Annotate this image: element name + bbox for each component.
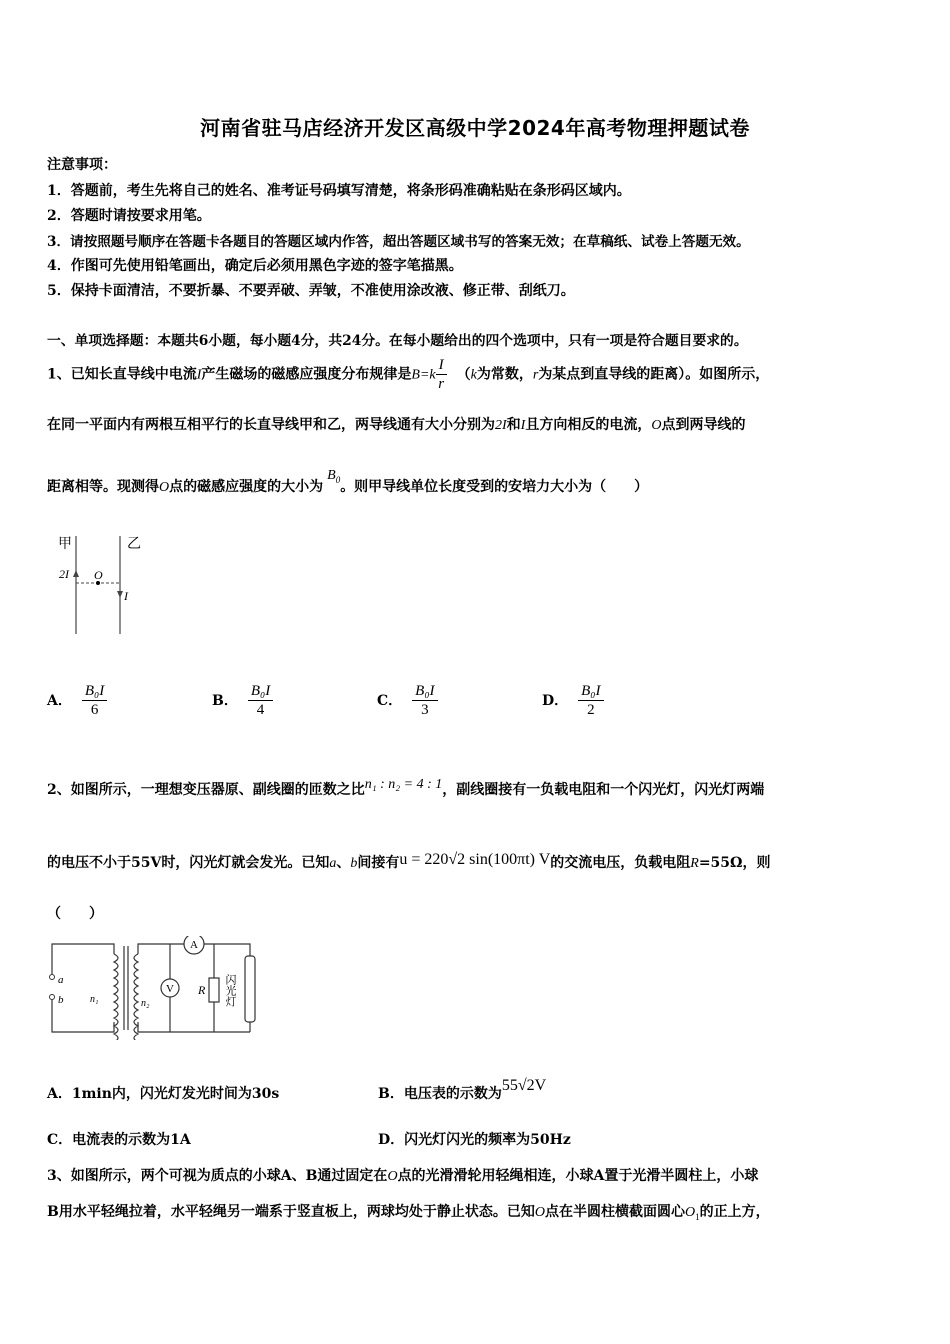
wire bbox=[138, 944, 184, 954]
notice-item: 4．作图可先使用铅笔画出，确定后必须用黑色字迹的签字笔描黑。 bbox=[47, 258, 463, 274]
option-a[interactable]: A． $\frac{\text{B₀I}}{6}$ bbox=[47, 682, 107, 719]
terminal-a bbox=[50, 975, 55, 980]
svg-text:n₂: n₂ bbox=[141, 998, 150, 1009]
question-1-line-2: 在同一平面内有两根互相平行的长直导线甲和乙，两导线通有大小分别为2I和I且方向相反的电流，O点到两导线的 bbox=[47, 417, 746, 433]
question-1-line-1: 1、已知长直导线中电流I产生磁场的磁感应强度分布规律是B=k $\frac{I}{r}$ （k为常数，r为某点到直导线的距离）。如图所示， bbox=[47, 357, 770, 392]
arrow-up-icon bbox=[73, 570, 79, 577]
notice-item: 2．答题时请按要求用笔。 bbox=[47, 208, 211, 224]
option-d[interactable]: D．闪光灯闪光的频率为50Hz bbox=[378, 1132, 571, 1148]
question-2-line-1: 2、如图所示，一理想变压器原、副线圈的匝数之比n₁ : n₂ = 4 : 1，副线圈接有一负载电阻和一个闪光灯，闪光灯两端 bbox=[47, 777, 765, 798]
option-b[interactable]: B． $\frac{\text{B₀I}}{4}$ bbox=[212, 682, 273, 719]
wires-diagram bbox=[50, 530, 160, 640]
option-b[interactable]: B．电压表的示数为55√2V bbox=[378, 1077, 547, 1102]
option-c[interactable]: C． $\frac{\text{B₀I}}{3}$ bbox=[377, 682, 438, 719]
svg-text:n₁: n₁ bbox=[90, 994, 99, 1005]
flash-lamp bbox=[245, 956, 255, 1022]
formula-fraction: $\frac{I}{r}$ bbox=[436, 356, 447, 393]
label-o: O bbox=[94, 568, 103, 582]
wire bbox=[138, 1022, 250, 1032]
label-jia: 甲 bbox=[58, 537, 72, 552]
section-heading: 一、单项选择题：本题共6小题，每小题4分，共24分。在每小题给出的四个选项中，只有一项是符合题目要求的。 bbox=[47, 333, 748, 349]
b0-symbol: $B_0$ bbox=[327, 468, 341, 485]
svg-text:a: a bbox=[58, 974, 64, 986]
secondary-coil bbox=[134, 954, 138, 1040]
svg-text:b: b bbox=[58, 994, 64, 1006]
label-i: I bbox=[124, 589, 128, 603]
option-c[interactable]: C．电流表的示数为1A bbox=[47, 1132, 191, 1148]
notice-item: 5．保持卡面清洁，不要折暴、不要弄破、弄皱，不准使用涂改液、修正带、刮纸刀。 bbox=[47, 283, 575, 299]
question-1-line-3: 距离相等。现测得O点的磁感应强度的大小为$B_0$。则甲导线单位长度受到的安培力大小为（ ） bbox=[47, 468, 649, 495]
transformer-circuit-diagram bbox=[44, 936, 280, 1040]
label-2i: 2I bbox=[59, 567, 69, 581]
notice-item: 1．答题前，考生先将自己的姓名、准考证号码填写清楚，将条形码准确粘贴在条形码区域内。 bbox=[47, 183, 631, 199]
notice-heading: 注意事项： bbox=[47, 157, 117, 173]
svg-text:A: A bbox=[190, 939, 198, 951]
question-2-line-2: 的电压不小于55V时，闪光灯就会发光。已知a、b间接有u = 220√2 sin(100πt) V的交流电压，负载电阻R=55Ω，则 bbox=[47, 851, 771, 871]
option-a[interactable]: A．1min内，闪光灯发光时间为30s bbox=[47, 1086, 280, 1102]
voltage-formula: u = 220√2 sin(100πt) V bbox=[399, 851, 551, 868]
question-3-line-2: B用水平轻绳拉着，水平轻绳另一端系于竖直板上，两球均处于静止状态。已知O点在半圆柱横截面圆心$O_1$的正上方， bbox=[47, 1204, 770, 1222]
resistor bbox=[209, 978, 219, 1002]
notice-item: 3．请按照题号顺序在答题卡各题目的答题区域内作答，超出答题区域书写的答案无效；在草稿纸、试卷上答题无效。 bbox=[47, 234, 750, 250]
turns-ratio: n₁ : n₂ = 4 : 1 bbox=[364, 777, 443, 792]
arrow-down-icon bbox=[117, 591, 123, 598]
svg-text:R: R bbox=[198, 983, 206, 997]
question-2-line-3: （ ） bbox=[47, 906, 103, 922]
wire bbox=[52, 944, 114, 974]
question-3-line-1: 3、如图所示，两个可视为质点的小球A、B通过固定在O点的光滑滑轮用轻绳相连，小球A置于光滑半圆柱上，小球 bbox=[47, 1168, 759, 1184]
label-yi: 乙 bbox=[127, 537, 141, 552]
page-title: 河南省驻马店经济开发区高级中学2024年高考物理押题试卷 bbox=[200, 116, 750, 140]
svg-text:闪光灯: 闪光灯 bbox=[224, 974, 236, 1007]
terminal-b bbox=[50, 995, 55, 1000]
option-d[interactable]: D． $\frac{\text{B₀I}}{2}$ bbox=[542, 682, 604, 719]
svg-text:V: V bbox=[166, 983, 174, 995]
